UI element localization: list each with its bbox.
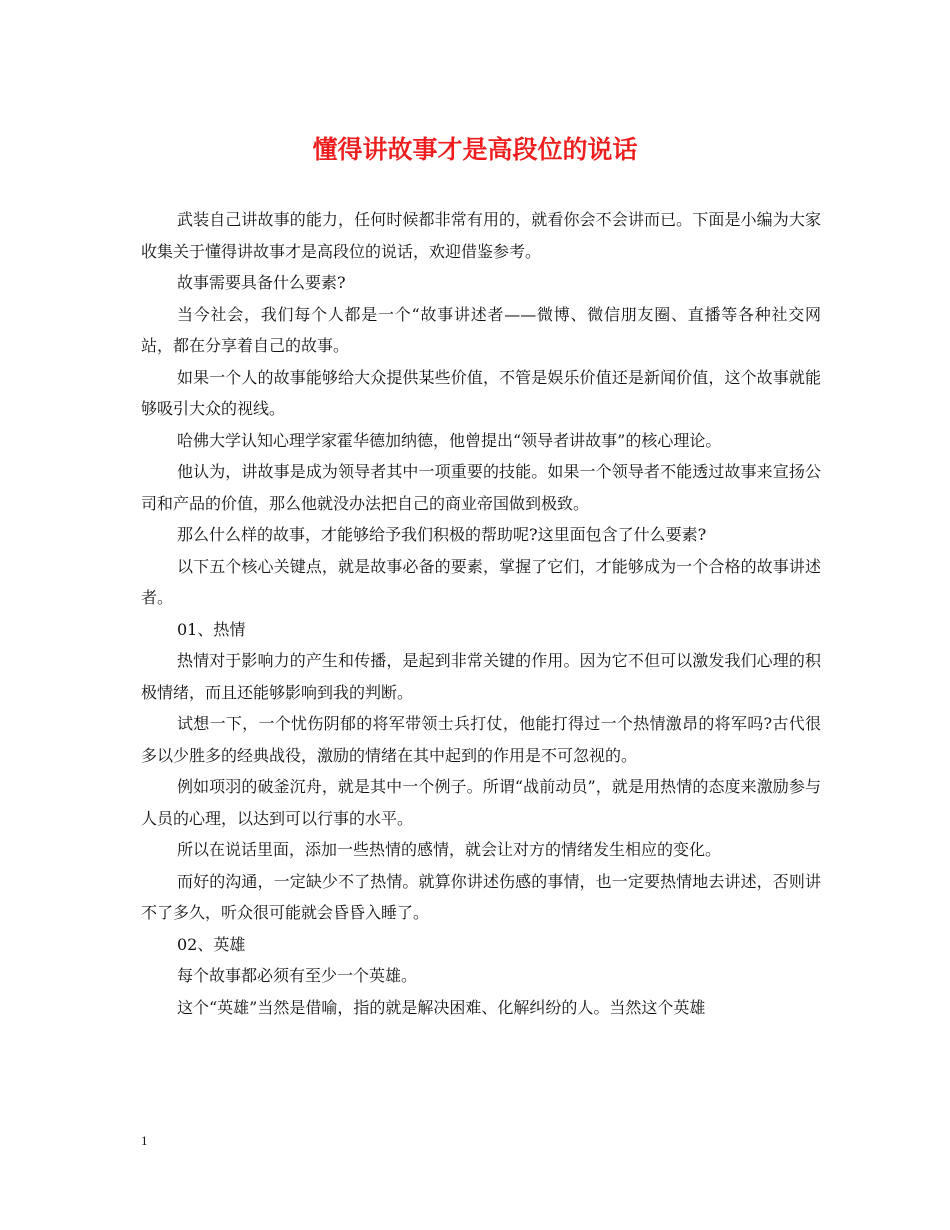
paragraph: 以下五个核心关键点，就是故事必备的要素，掌握了它们，才能够成为一个合格的故事讲述者。: [141, 556, 821, 607]
section-heading: 02、英雄: [177, 934, 246, 954]
paragraph: 他认为，讲故事是成为领导者其中一项重要的技能。如果一个领导者不能透过故事来宣扬公司和产品的价值，那么他就没办法把自己的商业帝国做到极致。: [141, 462, 821, 513]
document-title: 懂得讲故事才是高段位的说话: [312, 135, 638, 164]
page-number: 1: [141, 1133, 148, 1148]
section-heading: 01、热情: [177, 619, 246, 639]
paragraph: 如果一个人的故事能够给大众提供某些价值，不管是娱乐价值还是新闻价值，这个故事就能够吸引大众的视线。: [141, 367, 821, 418]
paragraph: 每个故事都必须有至少一个英雄。: [177, 966, 418, 985]
paragraph: 所以在说话里面，添加一些热情的感情，就会让对方的情绪发生相应的变化。: [177, 840, 722, 859]
paragraph: 而好的沟通，一定缺少不了热情。就算你讲述伤感的事情，也一定要热情地去讲述，否则讲不了多久，听众很可能就会昏昏入睡了。: [141, 871, 821, 922]
paragraph: 故事需要具备什么要素?: [177, 273, 346, 292]
document-body: [141, 204, 821, 1023]
paragraph: 当今社会，我们每个人都是一个“故事讲述者——微博、微信朋友圈、直播等各种社交网站，都在分享着自己的故事。: [141, 304, 821, 355]
paragraph: 武装自己讲故事的能力，任何时候都非常有用的，就看你会不会讲而已。下面是小编为大家收集关于懂得讲故事才是高段位的说话，欢迎借鉴参考。: [141, 210, 821, 261]
paragraph: 试想一下，一个忧伤阴郁的将军带领士兵打仗，他能打得过一个热情激昂的将军吗?古代很多以少胜多的经典战役，激励的情绪在其中起到的作用是不可忽视的。: [141, 714, 821, 765]
paragraph: 例如项羽的破釜沉舟，就是其中一个例子。所谓“战前动员”，就是用热情的态度来激励参与人员的心理，以达到可以行事的水平。: [141, 777, 821, 828]
paragraph: 这个“英雄”当然是借喻，指的就是解决困难、化解纠纷的人。当然这个英雄: [177, 997, 706, 1017]
paragraph: 那么什么样的故事，才能够给予我们积极的帮助呢?这里面包含了什么要素?: [177, 525, 707, 544]
paragraph: 哈佛大学认知心理学家霍华德加纳德，他曾提出“领导者讲故事”的核心理论。: [177, 430, 722, 450]
paragraph: 热情对于影响力的产生和传播，是起到非常关键的作用。因为它不但可以激发我们心理的积极情绪，而且还能够影响到我的判断。: [141, 651, 821, 702]
